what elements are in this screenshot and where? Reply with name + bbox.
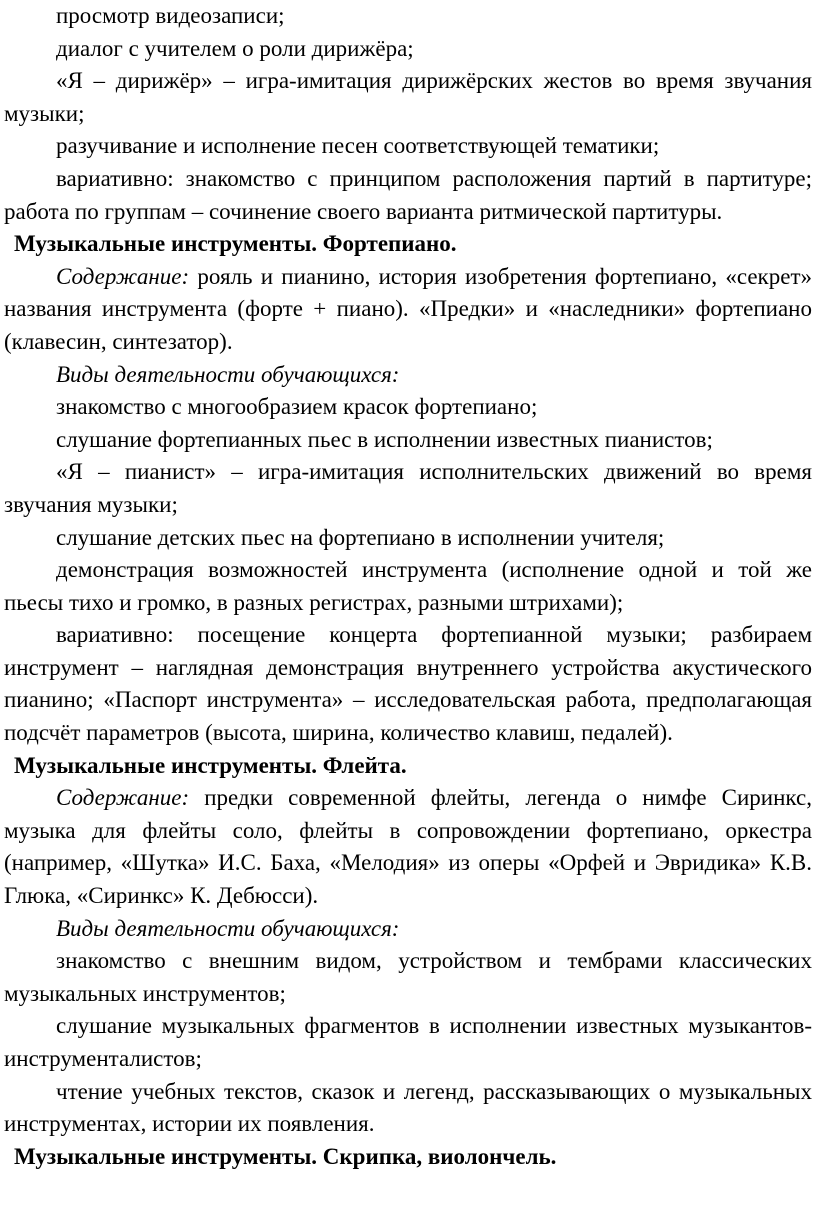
list-item: вариативно: посещение концерта фортепианной музыки; разбираем инструмент – наглядная демонстрация внутреннего устройства акустического пианино; «Паспорт инструмента» – исследовательская работа, предполагающая подсчёт параметров (высота, ширина, количество клавиш, педалей).: [4, 622, 812, 746]
list-item: слушание детских пьес на фортепиано в исполнении учителя;: [56, 524, 665, 550]
content-text: предки современной флейты, легенда о нимфе Сиринкс, музыка для флейты соло, флейты в сопровождении фортепиано, оркестра (например, «Шутка» И.С. Баха, «Мелодия» из оперы «Орфей и Эвридика» К.В. Глюка, «Сиринкс» К. Дебюсси).: [4, 785, 812, 909]
list-item: чтение учебных текстов, сказок и легенд, рассказывающих о музыкальных инструментах, истории их появления.: [4, 1078, 812, 1137]
list-item: слушание фортепианных пьес в исполнении известных пианистов;: [56, 426, 713, 452]
list-item: знакомство с многообразием красок фортепиано;: [56, 394, 538, 420]
content-text: рояль и пианино, история изобретения фортепиано, «секрет» названия инструмента (форте + пиано). «Предки» и «наследники» фортепиано (клавесин, синтезатор).: [4, 263, 812, 354]
list-item: просмотр видеозаписи;: [56, 3, 285, 28]
activities-label-flute: Виды деятельности обучающихся:: [56, 915, 400, 941]
section-heading-violin: Музыкальные инструменты. Скрипка, виолончель.: [14, 1143, 557, 1169]
list-item: знакомство с внешним видом, устройством и тембрами классических музыкальных инструментов;: [4, 948, 812, 1006]
content-paragraph-piano: [4, 261, 812, 359]
content-label: Содержание:: [56, 263, 190, 289]
section-heading-flute: Музыкальные инструменты. Флейта.: [14, 752, 407, 778]
list-item: «Я – дирижёр» – игра-имитация дирижёрских жестов во время звучания музыки;: [4, 68, 812, 126]
list-item: вариативно: знакомство с принципом расположения партий в партитуре; работа по группам – сочинение своего варианта ритмической партитуры.: [4, 165, 812, 224]
list-item: демонстрация возможностей инструмента (исполнение одной и той же пьесы тихо и громко, в разных регистрах, разными штрихами);: [4, 557, 812, 615]
content-paragraph-flute: [4, 782, 812, 912]
content-label: Содержание:: [56, 785, 190, 811]
list-item: диалог с учителем о роли дирижёра;: [56, 35, 414, 61]
list-item: «Я – пианист» – игра-имитация исполнительских движений во время звучания музыки;: [4, 459, 812, 517]
activities-label-piano: Виды деятельности обучающихся:: [56, 361, 400, 387]
list-item: разучивание и исполнение песен соответствующей тематики;: [56, 133, 660, 159]
section-heading-piano: Музыкальные инструменты. Фортепиано.: [14, 231, 457, 257]
list-item: слушание музыкальных фрагментов в исполнении известных музыкантов-инструменталистов;: [4, 1013, 812, 1071]
